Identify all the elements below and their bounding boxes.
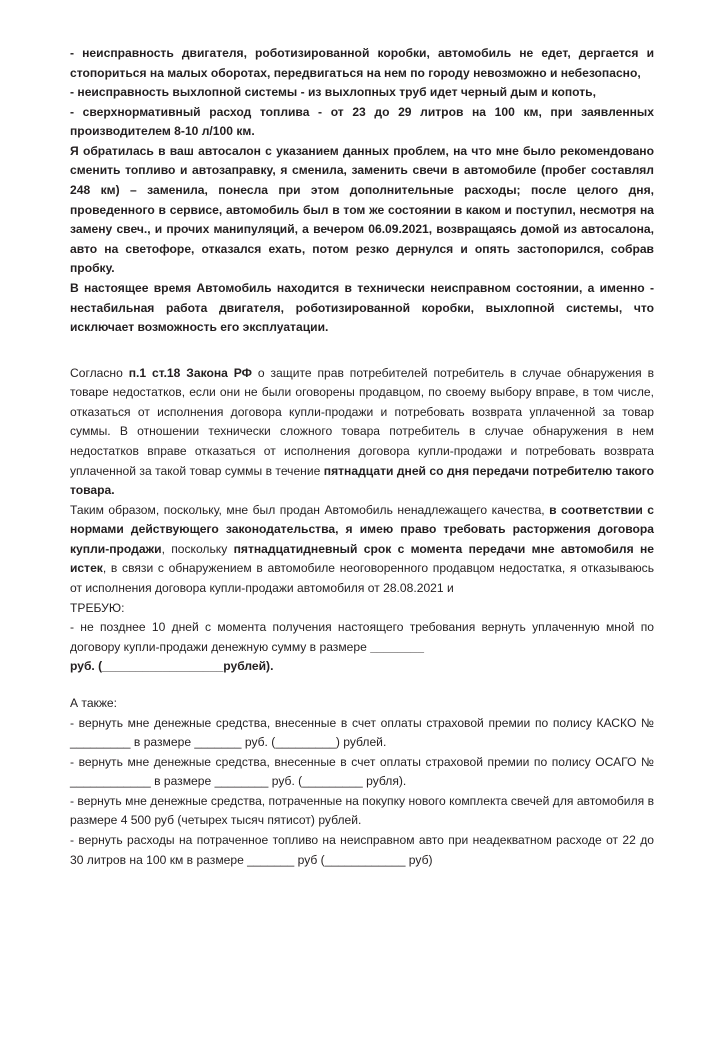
kasko-text-3: руб. ( — [241, 735, 276, 750]
osago-amount-words-blank: _________ — [302, 774, 363, 789]
kasko-policy-blank: _________ — [70, 735, 131, 750]
also-item-fuel — [70, 831, 654, 870]
osago-policy-blank: ____________ — [70, 774, 151, 789]
demand-paragraph — [70, 501, 654, 599]
also-header: А также: — [70, 695, 118, 710]
kasko-text-1: - вернуть мне денежные средства, внесенные в счет оплаты страховой премии по полису КАСКО № — [70, 715, 654, 730]
bold-narrative — [70, 142, 654, 338]
demand-amount-blank: ________ — [370, 639, 424, 654]
narrative-paragraph-2: В настоящее время Автомобиль находится в технически неисправном состоянии, а именно - нестабильная работа двигателя, роботизированной коробки, выхлопной системы, что исключает возможность его эксплуатации. — [70, 280, 654, 335]
osago-text-3: руб. ( — [268, 774, 303, 789]
complaint-item-1: - неисправность двигателя, роботизированной коробки, автомобиль не едет, дергается и стопориться на малых оборотах, передвигаться на нем по городу невозможно и небезопасно, — [70, 46, 654, 80]
kasko-text-2: в размере — [130, 735, 195, 750]
fuel-text-1: - вернуть расходы на потраченное топливо на неисправном авто при неадекватном расходе от 22 до 30 литров на 100 км в размере — [70, 832, 654, 867]
kasko-amount-words-blank: _________ — [275, 735, 336, 750]
law-reference-paragraph — [70, 364, 654, 501]
osago-text-4: рубля). — [362, 774, 407, 789]
demand-part-4-bold: пятнадцатидневный срок с момента передачи мне автомобиля не истек — [70, 541, 655, 576]
fuel-amount-words-blank: ____________ — [324, 852, 406, 867]
kasko-text-4: ) рублей. — [335, 735, 387, 750]
osago-text-2: в размере — [150, 774, 215, 789]
demand-part-5: , в связи с обнаружением в автомобиле неоговоренного продавцом недостатка, я отказываюсь от исполнения договора купли-продажи автомобиля от 28.08.2021 и — [70, 561, 654, 596]
law-middle: о защите прав потребителей потребитель в случае обнаружения в товаре недостатков, если они не были оговорены продавцом, по своему выбору вправе, в том числе, отказаться от исполнения договора купли-продажи и потребовать возврата уплаченной за товар суммы. В отношении технически сложного товара потребитель в случае обнаружения в нем недостатков вправе отказаться от исполнения договора купли-продажи и потребовать возврата уплаченной за такой товар суммы в течение — [70, 365, 654, 478]
osago-text-1: - вернуть мне денежные средства, внесенные в счет оплаты страховой премии по полису ОСАГО № — [70, 754, 654, 769]
law-prefix: Согласно — [70, 365, 129, 380]
demand-amount-words-blank: __________________ — [102, 659, 224, 674]
law-bold-tail: пятнадцати дней со дня передачи потребителю такого товара. — [70, 463, 654, 498]
fuel-text-2: руб ( — [294, 852, 325, 867]
spacer-2 — [70, 677, 654, 694]
narrative-paragraph-1: Я обратилась в ваш автосалон с указанием данных проблем, на что мне было рекомендовано сменить топливо и автозаправку, я сменила, заменить свечи в автомобиле (пробег составлял 248 км) – заменила, понесла при этом дополнительные расходы; после целого дня, проведенного в сервисе, автомобиль был в том же состоянии в каком и поступил, несмотря на замену свеч., и прочих манипуляций, а вечером 06.09.2021, возвращаясь домой из автосалона, авто на светофоре, отказался ехать, потом резко дернулся и опять застопорился, собрав пробку. — [70, 143, 654, 276]
document-body — [70, 44, 654, 870]
fuel-amount-blank: _______ — [247, 852, 295, 867]
osago-amount-blank: ________ — [214, 774, 269, 789]
demand-currency-open: руб. ( — [70, 659, 103, 674]
also-item-spark-plugs: - вернуть мне денежные средства, потраченные на покупку нового комплекта свечей для автомобиля в размере 4 500 руб (четырех тысяч пятисот) рублей. — [70, 793, 654, 828]
also-item-osago — [70, 753, 654, 792]
demand-part-1: Таким образом, поскольку, мне был продан Автомобиль ненадлежащего качества, — [70, 502, 550, 517]
demand-part-3: , поскольку — [161, 541, 234, 556]
complaint-item-3: - сверхнормативный расход топлива - от 23 до 29 литров на 100 км, при заявленных производителем 8-10 л/100 км. — [70, 104, 654, 139]
spacer-1 — [70, 338, 654, 364]
law-reference: п.1 ст.18 Закона РФ — [128, 365, 252, 380]
demand-currency-close: рублей). — [223, 659, 274, 674]
fuel-text-3: руб) — [405, 852, 433, 867]
kasko-amount-blank: _______ — [194, 735, 242, 750]
demand-header: ТРЕБУЮ: — [70, 600, 125, 615]
demand-main-item — [70, 618, 654, 677]
complaint-list — [70, 44, 654, 142]
demand-main-text: - не позднее 10 дней с момента получения настоящего требования вернуть уплаченную мной по договору купли-продажи денежную сумму в размере — [70, 620, 654, 654]
demand-part-2-bold: в соответствии с нормами действующего законодательства, я имею право требовать расторжения договора купли-продажи — [70, 502, 654, 556]
also-item-kasko — [70, 714, 654, 753]
complaint-item-2: - неисправность выхлопной системы - из выхлопных труб идет черный дым и копоть, — [70, 85, 596, 100]
